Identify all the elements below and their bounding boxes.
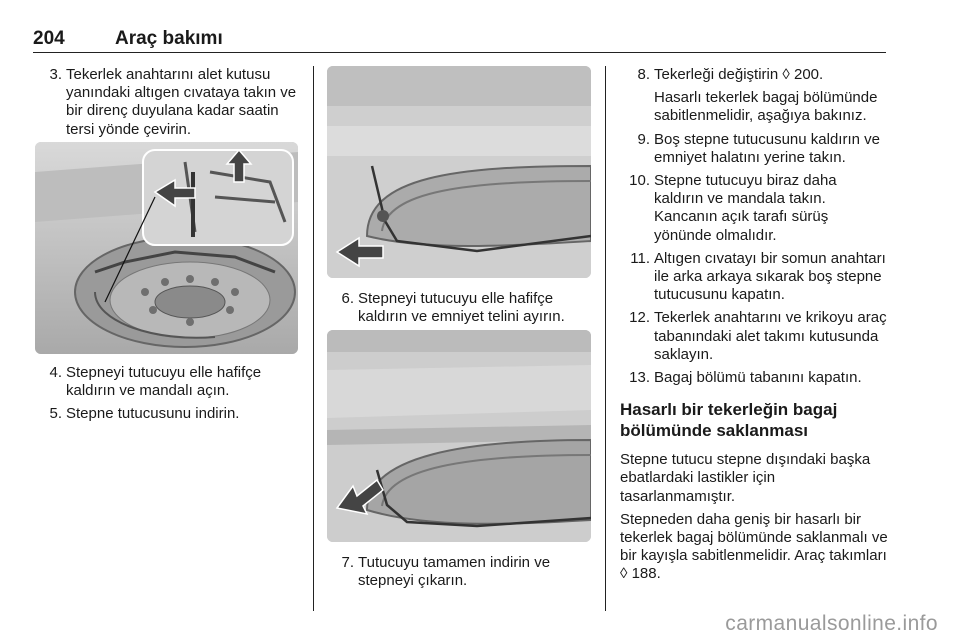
step-text: Stepne tutucusunu indirin. [66, 405, 240, 423]
paragraph-1: Stepne tutucu stepne dışındaki başka ebatlardaki lastikler için tasarlanmamıştır. [620, 451, 871, 505]
section-title: Araç bakımı [115, 28, 223, 49]
step-text: Altıgen cıvatayı bir somun anahtarı ile arka arkaya sıkarak boş stepne tutucusunu kapatın. [654, 249, 886, 304]
step-text: Tekerlek anahtarını alet kutusu yanındaki altıgen cıvataya takın ve bir direnç duyulana kadar saatin tersi yönde çevirin. [66, 66, 297, 138]
step-3 [40, 66, 302, 139]
watermark: carmanualsonline.info [725, 612, 938, 635]
step-10 [620, 172, 888, 245]
step-text: Tekerlek anahtarını ve krikoyu araç tabanındaki alet takımı kutusunda saklayın. [654, 309, 887, 363]
step-9 [620, 131, 888, 167]
step-number: 3. [49, 66, 62, 83]
step-number: 9. [637, 130, 650, 148]
step-number: 8. [637, 66, 650, 83]
step-number: 12. [629, 309, 650, 327]
step-text: Bagaj bölümü tabanını kapatın. [654, 369, 862, 387]
page-number: 204 [33, 28, 65, 49]
figure-remove-wheel [327, 330, 591, 542]
step-number: 6. [341, 290, 354, 307]
step-text: Tutucuyu tamamen indirin ve stepneyi çıkarın. [358, 554, 551, 590]
step-13 [620, 369, 888, 387]
step-number: 13. [629, 369, 650, 387]
step-text: Boş stepne tutucusunu kaldırın ve emniyet halatını yerine takın. [654, 130, 880, 166]
step-number: 7. [341, 554, 354, 571]
middle-column-upper [332, 290, 594, 326]
subsection-heading: Hasarlı bir tekerleğin bagaj bölümünde saklanması [620, 400, 838, 441]
left-column-lower [40, 364, 302, 424]
step-7 [332, 554, 594, 590]
figure-hex-bolt [35, 142, 298, 354]
step-text: Stepneyi tutucuyu elle hafifçe kaldırın ve emniyet telini ayırın. [358, 290, 565, 326]
column-divider-1 [313, 66, 314, 611]
step-number: 5. [49, 405, 62, 423]
figure-lift-holder [327, 66, 591, 278]
step-text: Stepne tutucuyu biraz daha kaldırın ve mandala takın. Kancanın açık tarafı sürüş yönünde olmalıdır. [654, 172, 837, 244]
paragraph-2: Stepneden daha geniş bir hasarlı bir tekerlek bagaj bölümünde saklanmalı ve bir kayışla sabitlenmelidir. Araç takımları ◊ 188. [620, 510, 888, 583]
step-6 [332, 290, 594, 326]
step-text: Tekerleği değiştirin ◊ 200. [654, 66, 824, 83]
column-divider-2 [605, 66, 606, 611]
middle-column-lower [332, 554, 594, 590]
right-column [620, 66, 888, 584]
step-8-note: Hasarlı tekerlek bagaj bölümünde sabitlenmelidir, aşağıya bakınız. [654, 89, 878, 125]
header-rule [33, 52, 886, 53]
step-number: 4. [49, 364, 62, 381]
step-text: Stepneyi tutucuyu elle hafifçe kaldırın ve mandalı açın. [66, 364, 262, 400]
step-8 [620, 66, 888, 84]
left-column [40, 66, 302, 139]
step-4 [40, 364, 302, 400]
step-11 [620, 250, 888, 305]
step-number: 10. [629, 172, 650, 190]
step-12 [620, 309, 888, 364]
step-5 [40, 405, 302, 423]
step-number: 11. [630, 249, 650, 267]
